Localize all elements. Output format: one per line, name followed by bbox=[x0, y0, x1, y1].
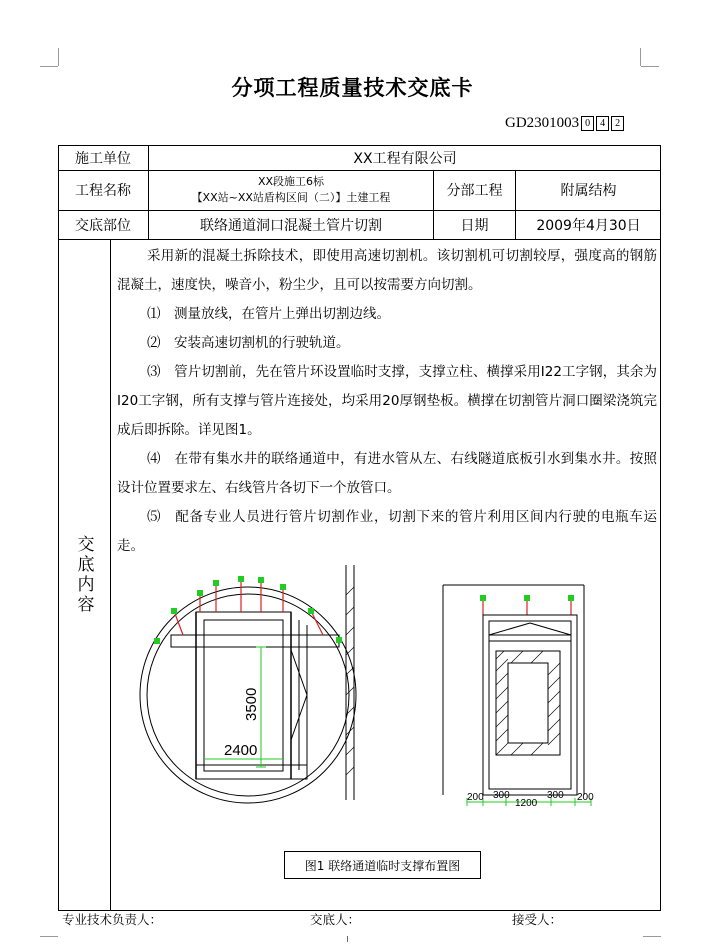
code-box-1: 0 bbox=[581, 116, 594, 131]
code-box-3: 2 bbox=[611, 116, 624, 131]
content-paragraph: ⑵ 安装高速切割机的行驶轨道。 bbox=[147, 335, 350, 351]
signature-tech-lead: 专业技术负责人： bbox=[62, 912, 163, 927]
value-project-name bbox=[149, 170, 433, 210]
crop-mark-bl-h bbox=[40, 936, 58, 937]
content-paragraph: ⑴ 测量放线，在管片上弹出切割边线。 bbox=[147, 306, 390, 322]
dimension-width-label: 2400 bbox=[224, 742, 258, 759]
label-project-name: 工程名称 bbox=[75, 183, 131, 199]
value-sub-project: 附属结构 bbox=[560, 183, 617, 199]
crop-mark-tr-v bbox=[640, 48, 641, 66]
value-construction-unit: XX工程有限公司 bbox=[353, 150, 457, 167]
dimension-bottom-2: 300 bbox=[493, 790, 510, 801]
crop-mark-tr-h bbox=[641, 66, 659, 67]
label-disclosure-location: 交底部位 bbox=[75, 217, 131, 234]
value-disclosure-location: 联络通道洞口混凝土管片切割 bbox=[200, 217, 382, 234]
dimension-bottom-1: 200 bbox=[467, 792, 484, 803]
content-paragraph: ⑶ 管片切割前，先在管片环设置临时支撑，支撑立柱、横撑采用I22工字钢，其余为I20工字钢，所有支撑与管片连接处，均采用20厚钢垫板。横撑在切割管片洞口圈梁浇筑完成后即拆除。详见图1。 bbox=[117, 364, 657, 438]
document-code bbox=[505, 115, 624, 132]
content-paragraph: ⑸ 配备专业人员进行管片切割作业，切割下来的管片利用区间内行驶的电瓶车运走。 bbox=[117, 509, 657, 554]
code-box-2: 4 bbox=[596, 116, 609, 131]
dimension-bottom-4: 300 bbox=[547, 790, 564, 801]
signature-discloser: 交底人： bbox=[310, 912, 361, 927]
dimension-bottom-3: 1200 bbox=[515, 798, 538, 809]
disclosure-content bbox=[117, 242, 657, 561]
tunnel-cross-section bbox=[140, 565, 356, 803]
figure-caption: 图1 联络通道临时支撑布置图 bbox=[284, 851, 481, 879]
elevation-view bbox=[443, 585, 594, 809]
label-disclosure-content: 交底内容 bbox=[73, 535, 94, 615]
label-sub-project: 分部工程 bbox=[446, 183, 503, 199]
crop-mark-tl-h bbox=[40, 66, 58, 67]
page-marker bbox=[347, 936, 348, 942]
document-title: 分项工程质量技术交底卡 bbox=[231, 75, 474, 100]
crop-mark-br-h bbox=[643, 936, 661, 937]
code-prefix: GD2301003 bbox=[505, 115, 580, 131]
content-paragraph: ⑷ 在带有集水井的联络通道中，有进水管从左、右线隧道底板引水到集水井。按照设计位置要求左、右线管片各切下一个放管口。 bbox=[117, 451, 657, 496]
value-date: 2009年4月30日 bbox=[536, 217, 641, 234]
label-date: 日期 bbox=[460, 217, 489, 234]
project-name-line2: 【XX站~XX站盾构区间（二）】土建工程 bbox=[191, 191, 391, 204]
content-paragraph: 采用新的混凝土拆除技术，即使用高速切割机。该切割机可切割较厚，强度高的钢筋混凝土，速度快，噪音小，粉尘少，且可以按需要方向切割。 bbox=[117, 248, 657, 293]
support-layout-figure bbox=[111, 555, 660, 855]
project-name-line1: XX段施工6标 bbox=[257, 175, 325, 188]
signature-receiver: 接受人： bbox=[512, 912, 563, 927]
dimension-bottom-5: 200 bbox=[577, 792, 594, 803]
crop-mark-tl-v bbox=[58, 48, 59, 66]
label-construction-unit: 施工单位 bbox=[75, 150, 131, 167]
dimension-height-label: 3500 bbox=[243, 687, 260, 721]
